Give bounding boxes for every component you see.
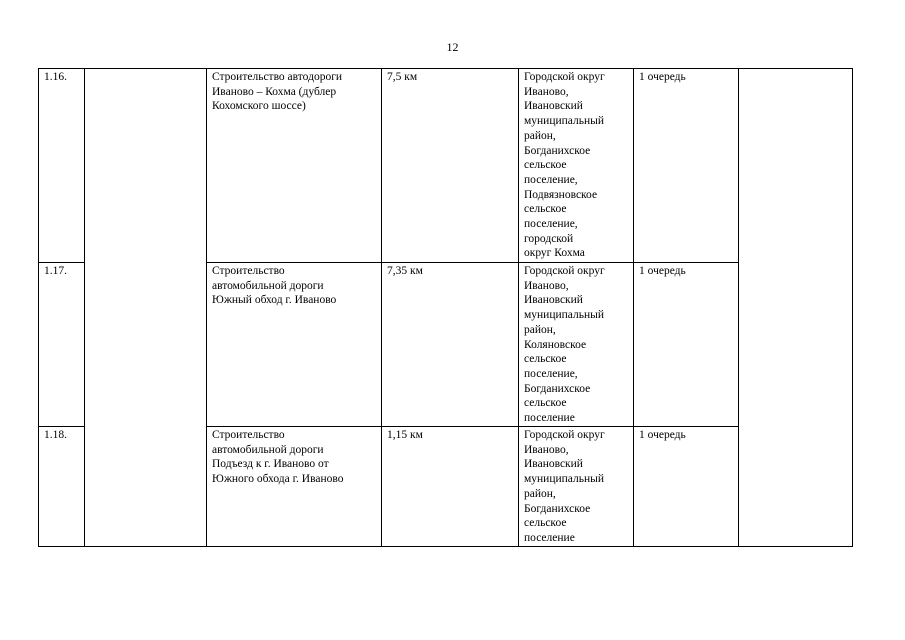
object-name-line: Кохомского шоссе) (212, 100, 306, 113)
stage-value: 1 очередь (639, 71, 686, 83)
row-number-cell (39, 427, 85, 547)
location-line: Подвязновское (524, 188, 598, 201)
length-cell (382, 427, 519, 547)
row-number: 1.18. (44, 429, 67, 441)
location-line: сельское (524, 203, 567, 216)
location-line: Ивановский (524, 294, 583, 307)
location-line: сельское (524, 517, 567, 530)
object-name-line: Южного обхода г. Иваново (212, 473, 344, 486)
empty-cell (739, 69, 853, 263)
location-line: Городской округ (524, 71, 605, 83)
location-line: городской (524, 232, 574, 245)
object-name-cell (207, 263, 382, 427)
length-value: 7,5 км (387, 71, 418, 83)
location-line: округ Кохма (524, 247, 585, 260)
location-cell (519, 263, 634, 427)
location-cell (519, 427, 634, 547)
location-line: район, (524, 487, 556, 500)
object-name-line: Южный обход г. Иваново (212, 294, 337, 307)
row-number: 1.17. (44, 265, 67, 277)
stage-value: 1 очередь (639, 265, 686, 277)
location-line: Городской округ (524, 265, 605, 277)
location-line: Богданихское (524, 502, 591, 515)
location-line: Иваново, (524, 279, 569, 292)
location-line: Ивановский (524, 458, 583, 471)
length-value: 7,35 км (387, 265, 423, 277)
location-line: поселение, (524, 173, 578, 186)
location-line: район, (524, 323, 556, 336)
table-row (39, 69, 853, 263)
location-line: муниципальный (524, 473, 605, 486)
row-number-cell (39, 263, 85, 427)
object-name-line: автомобильной дороги (212, 279, 324, 292)
object-name-cell (207, 427, 382, 547)
length-cell (382, 263, 519, 427)
object-name-line: Подъезд к г. Иваново от (212, 458, 329, 471)
object-name-line: Строительство (212, 429, 285, 441)
location-line: Городской округ (524, 429, 605, 441)
location-line: Иваново, (524, 443, 569, 456)
location-line: сельское (524, 397, 567, 410)
stage-cell (634, 427, 739, 547)
location-line: поселение, (524, 367, 578, 380)
object-name-line: Строительство (212, 265, 285, 277)
empty-cell (739, 263, 853, 427)
length-cell (382, 69, 519, 263)
row-number: 1.16. (44, 71, 67, 83)
location-line: Богданихское (524, 382, 591, 395)
infrastructure-table (38, 68, 853, 547)
stage-cell (634, 263, 739, 427)
stage-cell (634, 69, 739, 263)
location-line: поселение (524, 531, 575, 544)
location-line: Коляновское (524, 338, 587, 351)
row-number-cell (39, 69, 85, 263)
location-line: муниципальный (524, 115, 605, 128)
location-line: район, (524, 129, 556, 142)
page-number: 12 (446, 40, 459, 54)
object-name-line: Строительство автодороги (212, 71, 343, 83)
object-name-line: автомобильной дороги (212, 443, 324, 456)
merged-empty-cell (85, 69, 207, 547)
length-value: 1,15 км (387, 429, 423, 441)
object-name-line: Иваново – Кохма (дублер (212, 85, 337, 98)
location-line: муниципальный (524, 309, 605, 322)
location-line: Иваново, (524, 85, 569, 98)
location-cell (519, 69, 634, 263)
object-name-cell (207, 69, 382, 263)
location-line: сельское (524, 159, 567, 172)
location-line: Ивановский (524, 100, 583, 113)
stage-value: 1 очередь (639, 429, 686, 441)
location-line: сельское (524, 353, 567, 366)
empty-cell (739, 427, 853, 547)
location-line: Богданихское (524, 144, 591, 157)
location-line: поселение (524, 412, 575, 425)
location-line: поселение, (524, 218, 578, 231)
